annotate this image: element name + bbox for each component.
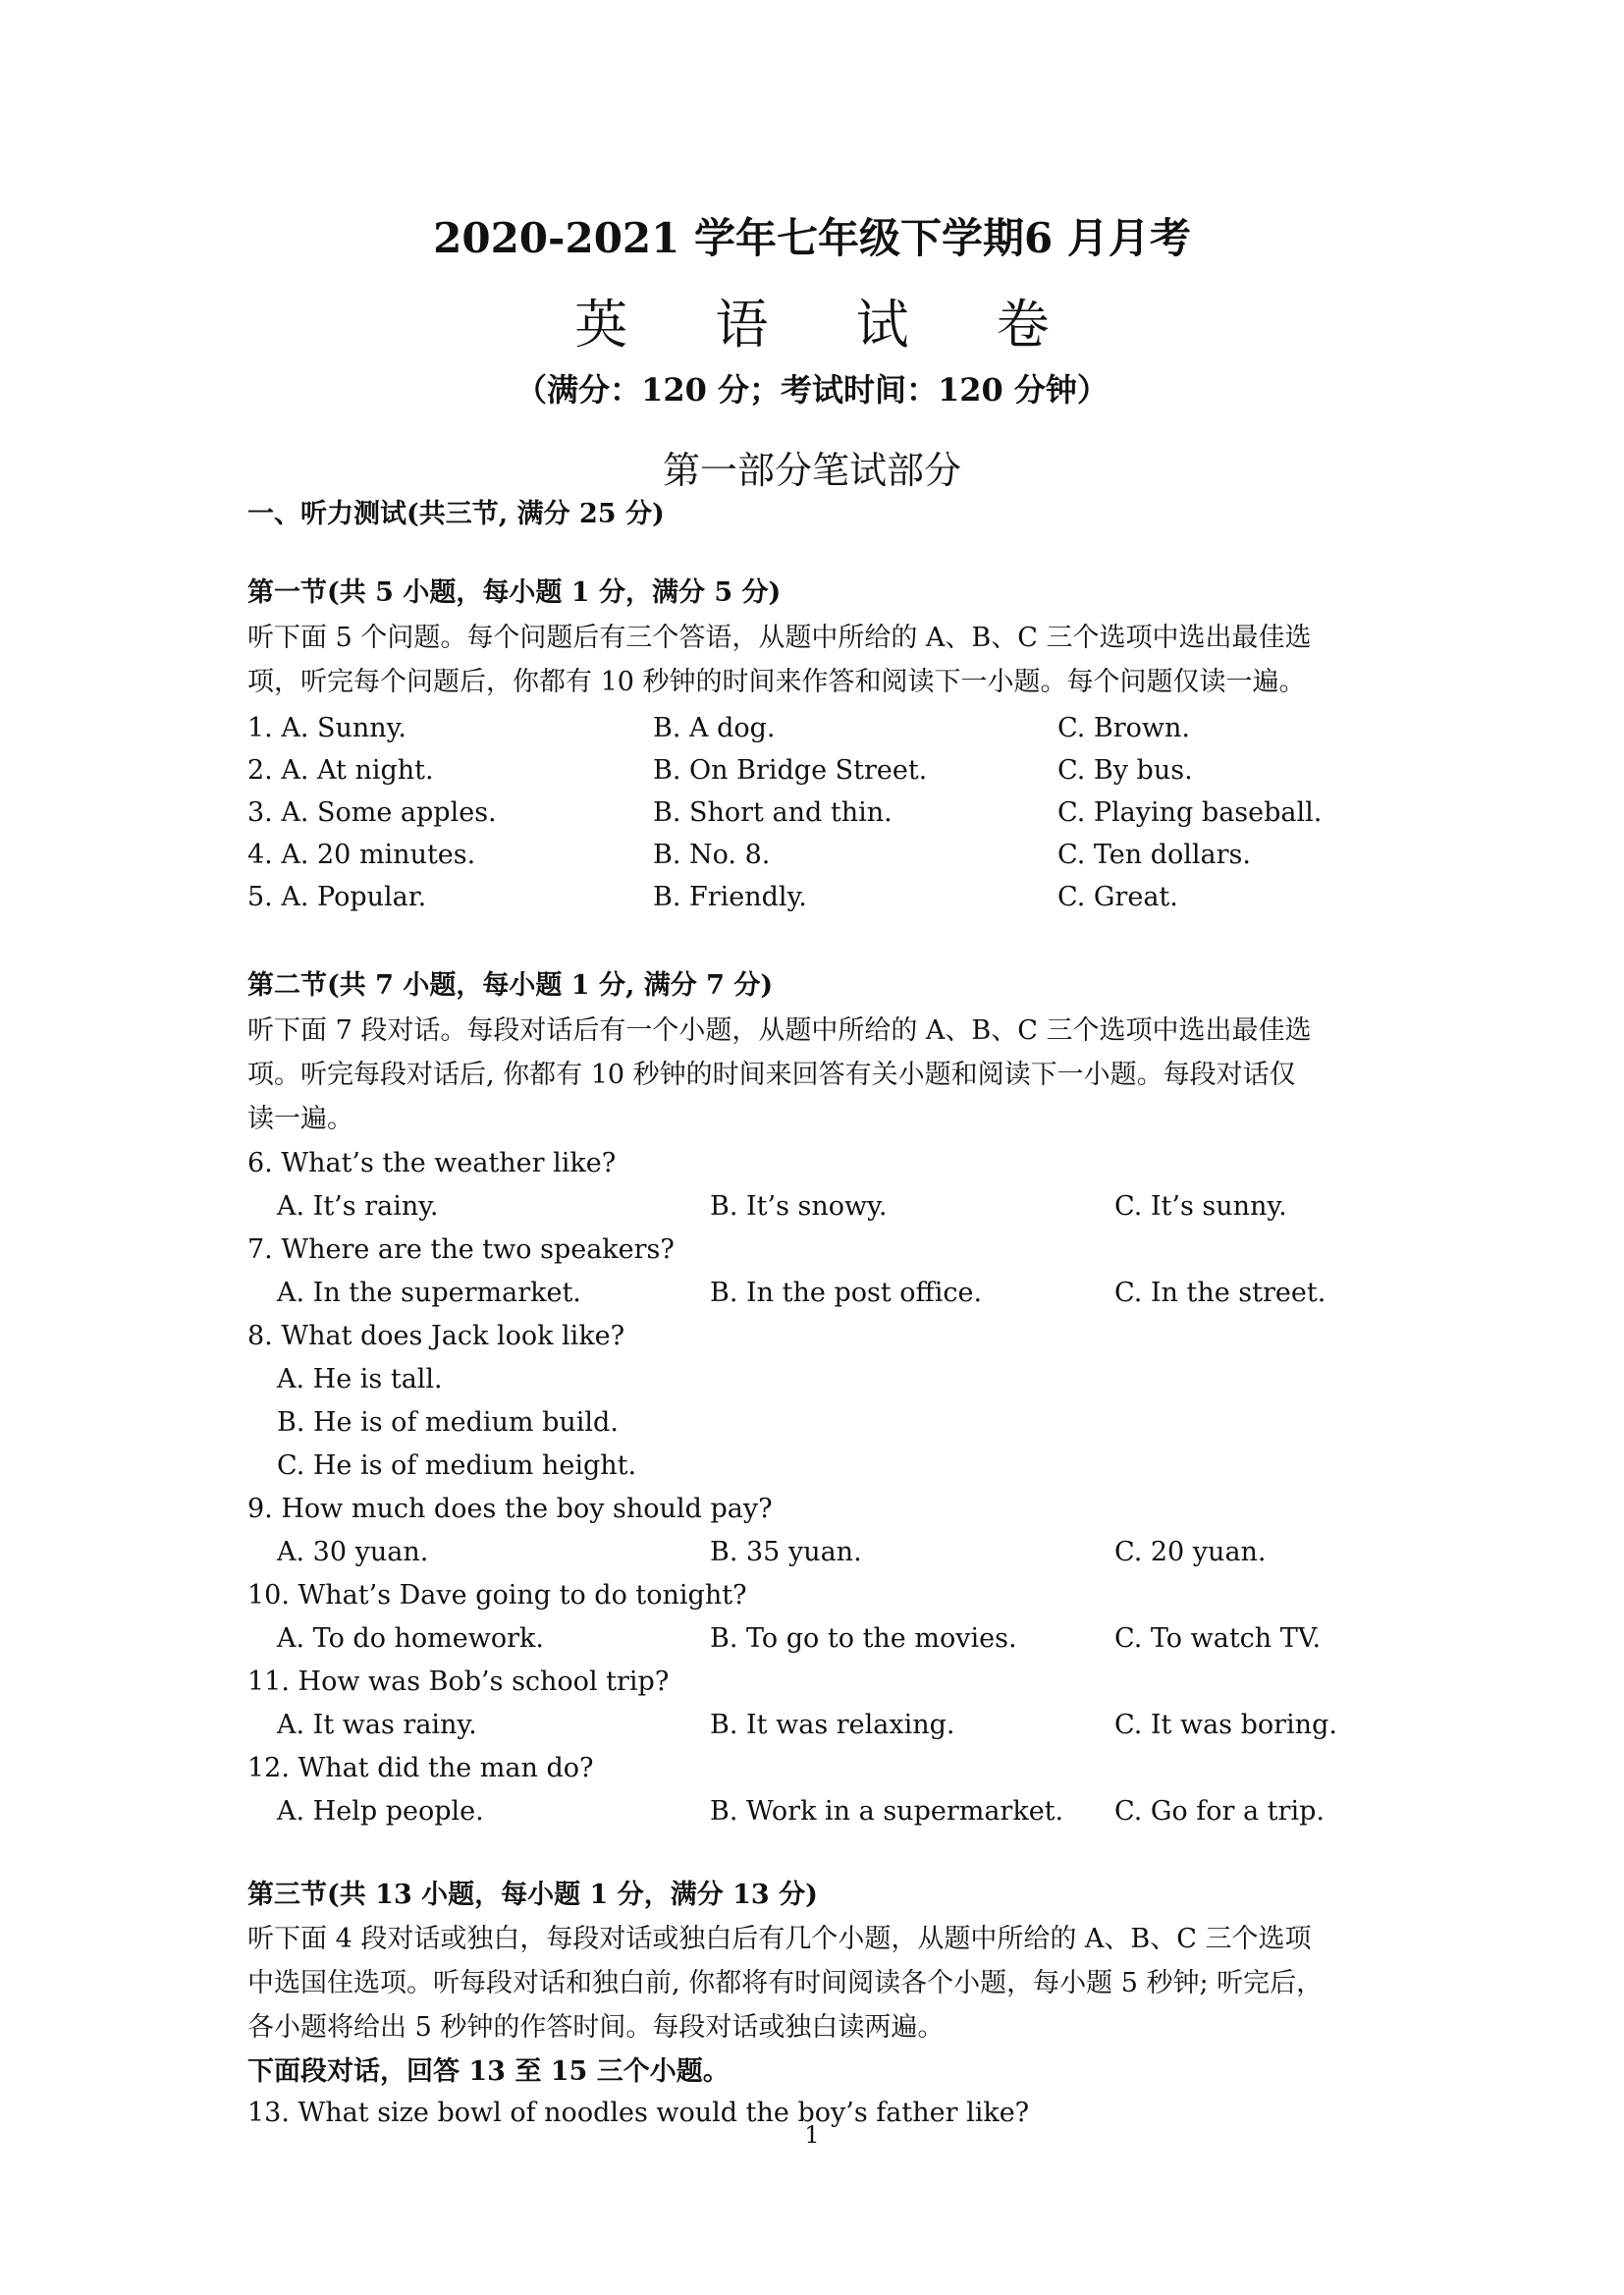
part2-instruction-line2: 项。听完每段对话后, 你都有 10 秒钟的时间来回答有关小题和阅读下一小题。每段对话仅 [247, 1060, 1296, 1090]
q9-option-c: C. 20 yuan. [1114, 1537, 1267, 1567]
q10-option-b: B. To go to the movies. [710, 1623, 1017, 1654]
q2-option-c: C. By bus. [1057, 755, 1193, 786]
q11-stem: 11. How was Bob’s school trip? [247, 1667, 670, 1697]
q3-option-c: C. Playing baseball. [1057, 797, 1323, 828]
q7-option-c: C. In the street. [1114, 1278, 1326, 1308]
q6-stem: 6. What’s the weather like? [247, 1148, 617, 1178]
q10-option-c: C. To watch TV. [1114, 1623, 1322, 1654]
q12-option-a: A. Help people. [277, 1796, 484, 1827]
q13-stem: 13. What size bowl of noodles would the boy’s father like? [247, 2098, 1030, 2128]
part1-title: 第一节(共 5 小题，每小题 1 分，满分 5 分) [247, 577, 782, 608]
q7-stem: 7. Where are the two speakers? [247, 1234, 675, 1265]
q9-option-b: B. 35 yuan. [710, 1537, 862, 1567]
q8-option-c: C. He is of medium height. [277, 1450, 637, 1481]
exam-subject: 英 语 试 卷 [574, 294, 1085, 355]
exam-title: 2020-2021 学年七年级下学期6 月月考 [433, 214, 1191, 262]
part3-instruction-line1: 听下面 4 段对话或独白，每段对话或独白后有几个小题，从题中所给的 A、B、C 三个选项 [247, 1924, 1312, 1954]
q10-stem: 10. What’s Dave going to do tonight? [247, 1580, 747, 1611]
q11-option-c: C. It was boring. [1114, 1710, 1337, 1740]
q4-option-c: C. Ten dollars. [1057, 840, 1251, 870]
q8-stem: 8. What does Jack look like? [247, 1321, 625, 1351]
part-title: 第一部分笔试部分 [662, 449, 961, 492]
part2-title: 第二节(共 7 小题，每小题 1 分, 满分 7 分) [247, 970, 774, 1001]
q9-stem: 9. How much does the boy should pay? [247, 1494, 773, 1524]
q12-option-b: B. Work in a supermarket. [710, 1796, 1064, 1827]
part2-instruction-line3: 读一遍。 [247, 1104, 353, 1134]
q7-option-a: A. In the supermarket. [277, 1278, 581, 1308]
q4-option-b: B. No. 8. [653, 840, 771, 870]
q2-option-b: B. On Bridge Street. [653, 755, 928, 786]
q9-option-a: A. 30 yuan. [277, 1537, 429, 1567]
q7-option-b: B. In the post office. [710, 1278, 983, 1308]
q6-option-b: B. It’s snowy. [710, 1191, 888, 1222]
q8-option-a: A. He is tall. [277, 1364, 443, 1394]
part1-instruction-line1: 听下面 5 个问题。每个问题后有三个答语，从题中所给的 A、B、C 三个选项中选出最佳选 [247, 623, 1312, 653]
part1-instruction-line2: 项，听完每个问题后，你都有 10 秒钟的时间来作答和阅读下一小题。每个问题仅读一遍。 [247, 667, 1306, 697]
q1-option-b: B. A dog. [653, 713, 776, 743]
section-title: 一、听力测试(共三节, 满分 25 分) [247, 499, 665, 529]
q2-option-a: 2. A. At night. [247, 755, 434, 786]
q11-option-a: A. It was rainy. [277, 1710, 477, 1740]
q4-option-a: 4. A. 20 minutes. [247, 840, 476, 870]
exam-info: （满分：120 分；考试时间：120 分钟） [515, 371, 1109, 409]
q11-option-b: B. It was relaxing. [710, 1710, 955, 1740]
q6-option-c: C. It’s sunny. [1114, 1191, 1287, 1222]
part3-instruction-line2: 中选国住选项。听每段对话和独白前, 你都将有时间阅读各个小题，每小题 5 秒钟; 听完后， [247, 1968, 1324, 1998]
q1-option-a: 1. A. Sunny. [247, 713, 406, 743]
q6-option-a: A. It’s rainy. [277, 1191, 439, 1222]
page-number: 1 [804, 2121, 820, 2149]
q5-option-a: 5. A. Popular. [247, 882, 427, 912]
q3-option-a: 3. A. Some apples. [247, 797, 497, 828]
part3-instruction-line3: 各小题将给出 5 秒钟的作答时间。每段对话或独白读两遍。 [247, 2012, 945, 2043]
q1-option-c: C. Brown. [1057, 713, 1190, 743]
q8-option-b: B. He is of medium build. [277, 1407, 619, 1438]
part3-subheading: 下面段对话，回答 13 至 15 三个小题。 [247, 2056, 730, 2087]
q5-option-b: B. Friendly. [653, 882, 807, 912]
q3-option-b: B. Short and thin. [653, 797, 893, 828]
part2-instruction-line1: 听下面 7 段对话。每段对话后有一个小题，从题中所给的 A、B、C 三个选项中选出最佳选 [247, 1015, 1312, 1046]
q10-option-a: A. To do homework. [277, 1623, 544, 1654]
part3-title: 第三节(共 13 小题，每小题 1 分，满分 13 分) [247, 1880, 818, 1910]
q12-option-c: C. Go for a trip. [1114, 1796, 1325, 1827]
q5-option-c: C. Great. [1057, 882, 1178, 912]
q12-stem: 12. What did the man do? [247, 1753, 594, 1783]
